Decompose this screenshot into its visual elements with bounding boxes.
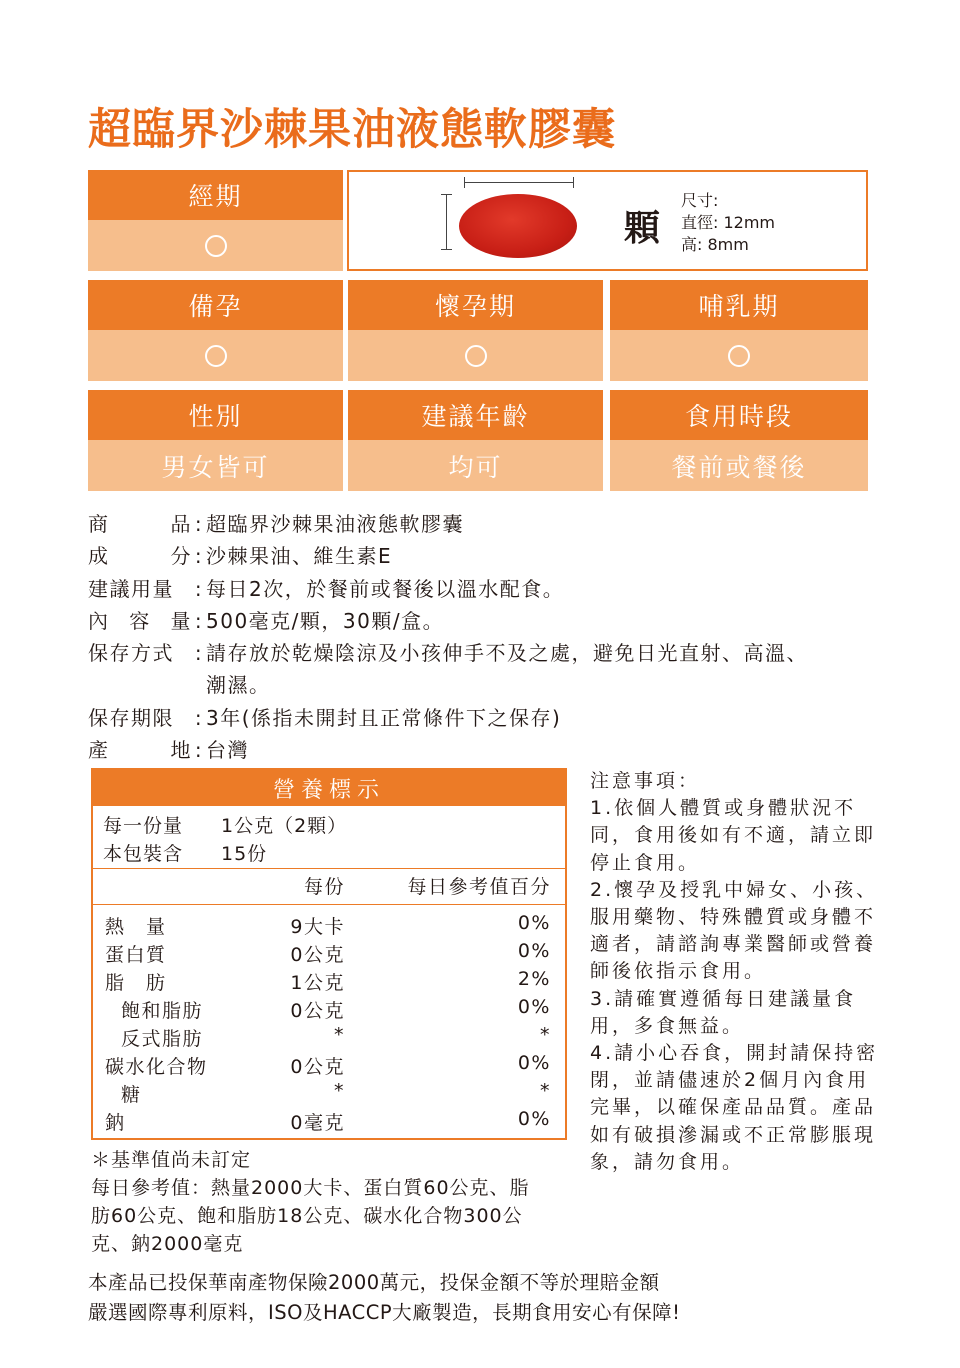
- pregnancy-value: [348, 330, 603, 381]
- lactation-header: 哺乳期: [610, 280, 868, 330]
- nutrient-daily: 0%: [517, 1108, 551, 1130]
- height-dimension-line: [446, 194, 447, 250]
- nutrient-per: 1公克: [290, 972, 345, 994]
- pregnancy-header: 懷孕期: [348, 280, 603, 330]
- pre-pregnancy-value: [88, 330, 343, 381]
- nutrient-name: 反式脂肪: [121, 1028, 204, 1050]
- nutrient-per: *: [334, 1024, 345, 1046]
- nutrition-row: [93, 996, 565, 1024]
- nutrient-per: *: [334, 1080, 345, 1102]
- nutrient-name: 鈉: [105, 1112, 126, 1134]
- age-header: 建議年齡: [348, 390, 603, 440]
- caution-line: 象，請勿食用。: [590, 1150, 745, 1173]
- nutrition-rows: [93, 912, 565, 1136]
- nutrition-row: [93, 940, 565, 968]
- col-per-serving: 每份: [303, 876, 345, 898]
- softgel-capsule-icon: [459, 194, 577, 258]
- nutrient-name: 糖: [121, 1084, 142, 1106]
- caution-section: [590, 768, 882, 1176]
- size-diameter: 直徑: 12mm: [681, 213, 776, 232]
- gender-value: 男女皆可: [88, 440, 343, 491]
- caution-line: 1.依個人體質或身體狀況不: [590, 797, 857, 820]
- nutrition-footnote: [91, 1146, 571, 1258]
- info-row-shelf-life: 保存期限 : 3年(係指未開封且正常條件下之保存): [88, 702, 888, 734]
- capsule-size-text: [681, 190, 775, 256]
- nutrient-per: 0公克: [290, 1000, 345, 1022]
- info-label: 產 地: [88, 738, 192, 763]
- pack-value: 15份: [221, 843, 268, 865]
- timing-header: 食用時段: [610, 390, 868, 440]
- nutrient-daily: 0%: [517, 996, 551, 1018]
- nutrient-name: 飽和脂肪: [121, 1000, 204, 1022]
- footnote-line: 克、鈉2000毫克: [91, 1233, 244, 1255]
- nutrition-row: [93, 912, 565, 940]
- info-value: 台灣: [206, 738, 249, 763]
- timing-value: 餐前或餐後: [610, 440, 868, 491]
- nutrient-daily: 0%: [517, 912, 551, 934]
- width-dimension-line: [464, 182, 574, 183]
- nutrient-per: 0公克: [290, 944, 345, 966]
- info-label: 保存方式: [88, 641, 174, 666]
- info-value: 超臨界沙棘果油液態軟膠囊: [206, 512, 464, 536]
- period-header: 經期: [88, 170, 343, 220]
- info-row-product: 商 品 : 超臨界沙棘果油液態軟膠囊: [88, 508, 888, 540]
- nutrient-per: 0毫克: [290, 1112, 345, 1134]
- product-title: 超臨界沙棘果油液態軟膠囊: [88, 105, 616, 155]
- nutrient-name: 熱 量: [105, 916, 167, 938]
- info-label: 建議用量: [88, 576, 174, 601]
- nutrient-daily: 2%: [517, 968, 551, 990]
- circle-icon: [205, 345, 227, 367]
- info-label: 商 品: [88, 512, 192, 536]
- caution-line: 服用藥物、特殊體質或身體不: [590, 906, 877, 929]
- pre-pregnancy-header: 備孕: [88, 280, 343, 330]
- info-value: [206, 637, 888, 702]
- footnote-line: 每日參考值：熱量2000大卡、蛋白質60公克、脂: [91, 1177, 530, 1199]
- circle-icon: [205, 235, 227, 257]
- col-daily-percent: 每日參考值百分: [407, 876, 551, 898]
- nutrient-per: 9大卡: [290, 916, 345, 938]
- info-label: 內 容 量: [88, 608, 192, 633]
- divider: [93, 904, 565, 905]
- nutrition-heading: 營養標示: [93, 770, 565, 806]
- caution-line: 停止食用。: [590, 851, 701, 874]
- divider: [93, 868, 565, 869]
- caution-line: 師後依指示食用。: [590, 960, 767, 983]
- footnote-note: ＊基準值尚未訂定: [91, 1149, 252, 1171]
- caution-line: 4.請小心吞食，開封請保持密: [590, 1042, 879, 1065]
- period-value: [88, 220, 343, 271]
- lactation-value: [610, 330, 868, 381]
- nutrient-per: 0公克: [290, 1056, 345, 1078]
- nutrition-table: [91, 768, 567, 1140]
- info-row-origin: 產 地 : 台灣: [88, 734, 888, 766]
- nutrient-daily: *: [540, 1024, 551, 1046]
- caution-line: 2.懷孕及授乳中婦女、小孩、: [590, 878, 879, 901]
- caution-line: 如有破損滲漏或不正常膨脹現: [590, 1123, 877, 1146]
- info-label: 保存期限: [88, 705, 174, 730]
- caution-line: 適者，請諮詢專業醫師或營養: [590, 933, 877, 956]
- nutrient-name: 脂 肪: [105, 972, 167, 994]
- info-value-line: 請存放於乾燥陰涼及小孩伸手不及之處，避免日光直射、高溫、: [206, 641, 808, 666]
- product-info: [88, 508, 888, 766]
- caution-line: 用，多食無益。: [590, 1014, 745, 1037]
- info-value: 沙棘果油、維生素E: [206, 544, 393, 569]
- footnote-line: 肪60公克、飽和脂肪18公克、碳水化合物300公: [91, 1205, 523, 1227]
- caution-title: 注意事項：: [590, 770, 701, 792]
- insurance-line: 本產品已投保華南產物保險2000萬元，投保金額不等於理賠金額: [88, 1271, 660, 1294]
- circle-icon: [728, 345, 750, 367]
- caution-line: 完畢，以確保產品品質。產品: [590, 1096, 877, 1119]
- gender-header: 性別: [88, 390, 343, 440]
- info-value: 500毫克/顆，30顆/盒。: [206, 608, 445, 633]
- caution-line: 閉，並請儘速於2個月內食用: [590, 1069, 870, 1092]
- nutrition-row: [93, 1108, 565, 1136]
- nutrient-name: 蛋白質: [105, 944, 167, 966]
- info-value: 每日2次，於餐前或餐後以溫水配食。: [206, 576, 565, 601]
- age-value: 均可: [348, 440, 603, 491]
- pack-label: 本包裝含: [103, 843, 184, 865]
- circle-icon: [465, 345, 487, 367]
- info-row-ingredients: 成 分 : 沙棘果油、維生素E: [88, 540, 888, 572]
- nutrient-daily: 0%: [517, 1052, 551, 1074]
- nutrition-row: [93, 1052, 565, 1080]
- info-value: 3年(係指未開封且正常條件下之保存): [206, 705, 562, 730]
- caution-line: 同，食用後如有不適，請立即: [590, 824, 877, 847]
- nutrient-name: 碳水化合物: [105, 1056, 208, 1078]
- info-row-dosage: 建議用量 : 每日2次，於餐前或餐後以溫水配食。: [88, 573, 888, 605]
- size-label: 尺寸:: [681, 191, 719, 210]
- info-row-storage: 保存方式 : 請存放於乾燥陰涼及小孩伸手不及之處，避免日光直射、高溫、 潮濕。: [88, 637, 888, 702]
- serving-label: 每一份量: [103, 815, 184, 837]
- size-height: 高: 8mm: [681, 235, 749, 254]
- serving-value: 1公克（2顆）: [221, 815, 348, 837]
- serving-info: [93, 806, 565, 868]
- capsule-size-box: [347, 170, 868, 271]
- nutrition-row: [93, 968, 565, 996]
- nutrition-row: [93, 1024, 565, 1052]
- caution-line: 3.請確實遵循每日建議量食: [590, 987, 857, 1010]
- nutrient-daily: *: [540, 1080, 551, 1102]
- quality-line: 嚴選國際專利原料，ISO及HACCP大廠製造，長期食用安心有保障!: [88, 1301, 681, 1324]
- nutrition-row: [93, 1080, 565, 1108]
- capsule-unit-label: 顆: [624, 208, 661, 249]
- insurance-statement: [88, 1268, 680, 1328]
- nutrient-daily: 0%: [517, 940, 551, 962]
- info-value-line: 潮濕。: [206, 673, 271, 698]
- info-row-content: 內 容 量 : 500毫克/顆，30顆/盒。: [88, 605, 888, 637]
- info-label: 成 分: [88, 544, 192, 569]
